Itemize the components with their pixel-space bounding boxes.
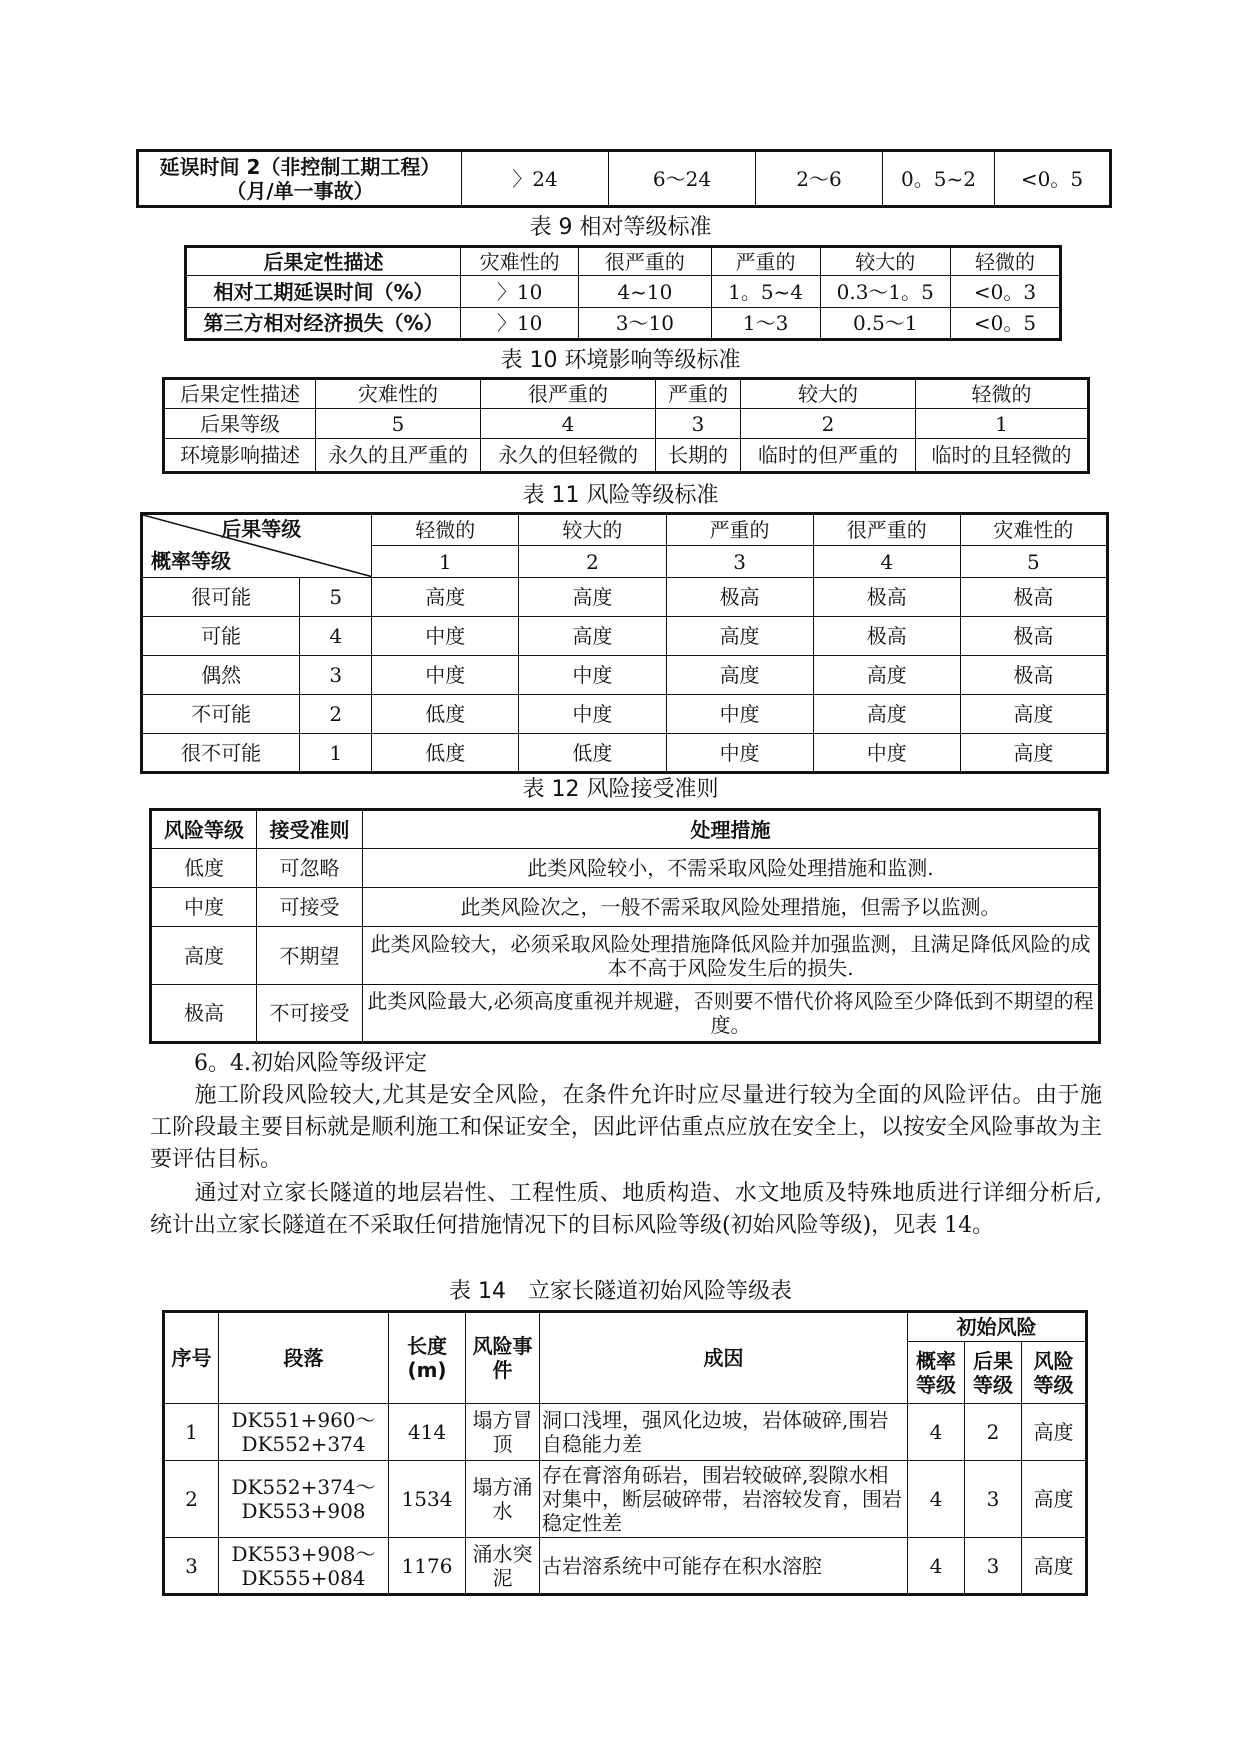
t8-value: 0。5~2 bbox=[883, 151, 995, 207]
t10-cell: 长期的 bbox=[656, 439, 741, 473]
t11-cell: 极高 bbox=[666, 578, 813, 617]
t10-cell: 5 bbox=[316, 409, 481, 439]
table-14-caption: 表 14 立家长隧道初始风险等级表 bbox=[449, 1279, 792, 1304]
t12-cell: 可接受 bbox=[257, 888, 363, 927]
t11-row-level: 1 bbox=[300, 734, 372, 773]
t11-severity: 很严重的 bbox=[813, 514, 960, 546]
t11-cell: 中度 bbox=[813, 734, 960, 773]
t10-cell: 永久的且严重的 bbox=[316, 439, 481, 473]
t11-cell: 中度 bbox=[372, 656, 519, 695]
t14-no: 1 bbox=[164, 1404, 219, 1461]
t11-cell: 低度 bbox=[372, 734, 519, 773]
t10-cell: 后果等级 bbox=[164, 409, 316, 439]
t14-cons: 2 bbox=[965, 1404, 1022, 1461]
t11-cell: 中度 bbox=[519, 695, 666, 734]
t14-header-cons: 后果等级 bbox=[965, 1342, 1022, 1404]
t11-corner bbox=[142, 514, 372, 578]
t11-cell: 高度 bbox=[666, 656, 813, 695]
t9-cell: 第三方相对经济损失（%） bbox=[186, 308, 461, 340]
t14-header-prob: 概率等级 bbox=[908, 1342, 965, 1404]
t10-cell: 4 bbox=[481, 409, 656, 439]
t12-cell: 此类风险次之，一般不需采取风险处理措施，但需予以监测。 bbox=[363, 888, 1100, 927]
t11-cell: 高度 bbox=[666, 617, 813, 656]
t11-severity-level: 1 bbox=[372, 546, 519, 578]
t12-header: 风险等级 bbox=[151, 810, 257, 849]
table-12 bbox=[149, 808, 1101, 1044]
t11-severity-level: 5 bbox=[960, 546, 1107, 578]
t14-event: 涌水突泥 bbox=[466, 1538, 540, 1595]
t11-row-level: 5 bbox=[300, 578, 372, 617]
t11-cell: 高度 bbox=[960, 695, 1107, 734]
t14-section: DK551+960～ DK552+374 bbox=[219, 1404, 389, 1461]
t9-cell: 〉10 bbox=[461, 308, 579, 340]
t8-value: 6～24 bbox=[609, 151, 756, 207]
t14-risk: 高度 bbox=[1022, 1404, 1087, 1461]
t11-corner-bottom: 概率等级 bbox=[151, 549, 231, 573]
t14-event: 塌方涌水 bbox=[466, 1461, 540, 1538]
t11-cell: 中度 bbox=[666, 734, 813, 773]
t14-cons: 3 bbox=[965, 1538, 1022, 1595]
t12-cell: 可忽略 bbox=[257, 849, 363, 888]
t11-cell: 低度 bbox=[372, 695, 519, 734]
t11-cell: 极高 bbox=[960, 578, 1107, 617]
t11-severity: 较大的 bbox=[519, 514, 666, 546]
t11-cell: 中度 bbox=[666, 695, 813, 734]
t8-value: 2～6 bbox=[756, 151, 883, 207]
t12-cell: 低度 bbox=[151, 849, 257, 888]
t9-header: 很严重的 bbox=[579, 247, 711, 276]
table-row bbox=[164, 1461, 1087, 1538]
section-heading: 6。4.初始风险等级评定 bbox=[194, 1051, 427, 1076]
t14-no: 2 bbox=[164, 1461, 219, 1538]
t14-header-risk: 风险等级 bbox=[1022, 1342, 1087, 1404]
t12-header: 处理措施 bbox=[363, 810, 1100, 849]
t14-section: DK553+908～ DK555+084 bbox=[219, 1538, 389, 1595]
t14-prob: 4 bbox=[908, 1538, 965, 1595]
t14-risk: 高度 bbox=[1022, 1538, 1087, 1595]
t11-cell: 高度 bbox=[519, 617, 666, 656]
t14-section: DK552+374～ DK553+908 bbox=[219, 1461, 389, 1538]
t12-header: 接受准则 bbox=[257, 810, 363, 849]
t14-no: 3 bbox=[164, 1538, 219, 1595]
table-10 bbox=[162, 377, 1090, 474]
t12-cell: 不可接受 bbox=[257, 985, 363, 1043]
t9-cell: 1。5~4 bbox=[711, 276, 820, 308]
t10-cell: 较大的 bbox=[741, 379, 916, 409]
paragraph-1: 施工阶段风险较大,尤其是安全风险，在条件允许时应尽量进行较为全面的风险评估。由于施工阶段最主要目标就是顺利施工和保证安全，因此评估重点应放在安全上，以按安全风险事故为主要评估目标。 bbox=[150, 1083, 1102, 1172]
t9-cell: 〉10 bbox=[461, 276, 579, 308]
t12-cell: 此类风险最大,必须高度重视并规避，否则要不惜代价将风险至少降低到不期望的程度。 bbox=[363, 985, 1100, 1043]
t11-severity: 严重的 bbox=[666, 514, 813, 546]
table-11-caption: 表 11 风险等级标准 bbox=[522, 483, 719, 508]
t9-header: 后果定性描述 bbox=[186, 247, 461, 276]
table-8-fragment bbox=[136, 149, 1112, 208]
table-row bbox=[164, 1404, 1087, 1461]
t12-cell: 此类风险较小，不需采取风险处理措施和监测. bbox=[363, 849, 1100, 888]
t9-cell: 0.5～1 bbox=[820, 308, 950, 340]
t12-cell: 高度 bbox=[151, 927, 257, 985]
t11-row-label: 很不可能 bbox=[142, 734, 300, 773]
t11-severity: 轻微的 bbox=[372, 514, 519, 546]
t11-row-label: 可能 bbox=[142, 617, 300, 656]
t10-cell: 灾难性的 bbox=[316, 379, 481, 409]
t14-length: 414 bbox=[389, 1404, 466, 1461]
t14-cause: 存在膏溶角砾岩，围岩较破碎,裂隙水相对集中，断层破碎带，岩溶较发育，围岩稳定性差 bbox=[540, 1461, 908, 1538]
t11-row-label: 不可能 bbox=[142, 695, 300, 734]
table-14 bbox=[162, 1310, 1088, 1596]
t11-row-level: 2 bbox=[300, 695, 372, 734]
table-row bbox=[164, 1538, 1087, 1595]
t9-cell: 4~10 bbox=[579, 276, 711, 308]
t11-row-label: 很可能 bbox=[142, 578, 300, 617]
t14-prob: 4 bbox=[908, 1404, 965, 1461]
t14-header-event: 风险事件 bbox=[466, 1312, 540, 1404]
t11-cell: 中度 bbox=[519, 656, 666, 695]
t8-row-label: 延误时间 2（非控制工期工程） （月/单一事故） bbox=[138, 151, 462, 207]
paragraph-2: 通过对立家长隧道的地层岩性、工程性质、地质构造、水文地质及特殊地质进行详细分析后,统计出立家长隧道在不采取任何措施情况下的目标风险等级(初始风险等级)，见表 14。 bbox=[150, 1181, 1102, 1238]
t14-prob: 4 bbox=[908, 1461, 965, 1538]
t9-header: 灾难性的 bbox=[461, 247, 579, 276]
t14-risk: 高度 bbox=[1022, 1461, 1087, 1538]
t12-cell: 不期望 bbox=[257, 927, 363, 985]
table-10-caption: 表 10 环境影响等级标准 bbox=[500, 348, 741, 373]
t9-cell: 0.3～1。5 bbox=[820, 276, 950, 308]
t11-cell: 高度 bbox=[519, 578, 666, 617]
t11-row-label: 偶然 bbox=[142, 656, 300, 695]
t11-corner-top: 后果等级 bbox=[221, 517, 302, 541]
t12-cell: 中度 bbox=[151, 888, 257, 927]
t8-value: <0。5 bbox=[995, 151, 1111, 207]
t11-cell: 高度 bbox=[372, 578, 519, 617]
table-11 bbox=[140, 512, 1109, 774]
t14-header-initial: 初始风险 bbox=[908, 1312, 1087, 1342]
t10-cell: 后果定性描述 bbox=[164, 379, 316, 409]
t11-row-level: 4 bbox=[300, 617, 372, 656]
t9-cell: <0。5 bbox=[950, 308, 1060, 340]
t10-cell: 1 bbox=[916, 409, 1089, 439]
t11-cell: 极高 bbox=[813, 578, 960, 617]
t11-cell: 极高 bbox=[960, 617, 1107, 656]
t10-cell: 严重的 bbox=[656, 379, 741, 409]
t11-severity-level: 3 bbox=[666, 546, 813, 578]
t14-header-no: 序号 bbox=[164, 1312, 219, 1404]
table-12-caption: 表 12 风险接受准则 bbox=[522, 777, 719, 802]
t10-cell: 临时的但严重的 bbox=[741, 439, 916, 473]
t9-header: 严重的 bbox=[711, 247, 820, 276]
t14-header-section: 段落 bbox=[219, 1312, 389, 1404]
t9-cell: 3～10 bbox=[579, 308, 711, 340]
t10-cell: 3 bbox=[656, 409, 741, 439]
t14-header-cause: 成因 bbox=[540, 1312, 908, 1404]
t12-cell: 此类风险较大，必须采取风险处理措施降低风险并加强监测，且满足降低风险的成本不高于风险发生后的损失. bbox=[363, 927, 1100, 985]
t11-severity: 灾难性的 bbox=[960, 514, 1107, 546]
t11-cell: 低度 bbox=[519, 734, 666, 773]
table-9-caption: 表 9 相对等级标准 bbox=[529, 215, 712, 240]
t14-length: 1534 bbox=[389, 1461, 466, 1538]
t11-cell: 中度 bbox=[372, 617, 519, 656]
t11-severity-level: 4 bbox=[813, 546, 960, 578]
t11-row-level: 3 bbox=[300, 656, 372, 695]
t8-value: 〉24 bbox=[462, 151, 609, 207]
t14-length: 1176 bbox=[389, 1538, 466, 1595]
t12-cell: 极高 bbox=[151, 985, 257, 1043]
t10-cell: 永久的但轻微的 bbox=[481, 439, 656, 473]
t10-cell: 轻微的 bbox=[916, 379, 1089, 409]
t11-cell: 极高 bbox=[960, 656, 1107, 695]
t9-header: 较大的 bbox=[820, 247, 950, 276]
t14-header-length: 长度(m) bbox=[389, 1312, 466, 1404]
t9-cell: 相对工期延误时间（%） bbox=[186, 276, 461, 308]
table-9 bbox=[184, 245, 1062, 341]
t11-cell: 高度 bbox=[813, 656, 960, 695]
t14-cons: 3 bbox=[965, 1461, 1022, 1538]
t10-cell: 很严重的 bbox=[481, 379, 656, 409]
t9-cell: 1～3 bbox=[711, 308, 820, 340]
t10-cell: 临时的且轻微的 bbox=[916, 439, 1089, 473]
t10-cell: 环境影响描述 bbox=[164, 439, 316, 473]
t9-header: 轻微的 bbox=[950, 247, 1060, 276]
t11-cell: 高度 bbox=[813, 695, 960, 734]
t14-cause: 古岩溶系统中可能存在积水溶腔 bbox=[540, 1538, 908, 1595]
t14-cause: 洞口浅埋，强风化边坡，岩体破碎,围岩自稳能力差 bbox=[540, 1404, 908, 1461]
t11-cell: 高度 bbox=[960, 734, 1107, 773]
t11-cell: 极高 bbox=[813, 617, 960, 656]
t10-cell: 2 bbox=[741, 409, 916, 439]
t14-event: 塌方冒顶 bbox=[466, 1404, 540, 1461]
t11-severity-level: 2 bbox=[519, 546, 666, 578]
t9-cell: <0。3 bbox=[950, 276, 1060, 308]
